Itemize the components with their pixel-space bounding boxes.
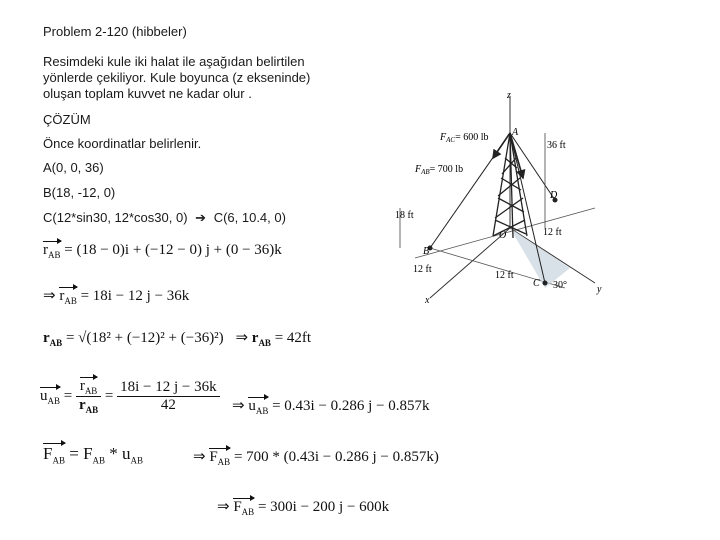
eq3-result: = 42ft — [274, 330, 312, 346]
fraction-numeric: $\frac{18i - 12 j - 36k}{42}$ — [117, 379, 220, 414]
eq4-result: = 0.43i − 0.286 j − 0.857k — [272, 398, 430, 414]
label-30deg: 30° — [553, 280, 567, 291]
equation-rab-components — [43, 242, 282, 260]
coord-c-result: C(6, 10.4, 0) — [213, 210, 286, 225]
implies-icon: ⇒ — [217, 499, 230, 515]
coord-c — [43, 209, 286, 226]
eq2-rhs: = 18i − 12 j − 36k — [80, 288, 190, 304]
label-o: O — [499, 230, 507, 241]
vector-r-ab: $r_{AB}$ — [43, 242, 61, 260]
vector-f-ab: $F_{AB}$ — [233, 499, 255, 517]
label-b: B — [423, 246, 430, 257]
label-d: D — [550, 190, 558, 201]
implies-icon: ⇒ — [193, 449, 206, 465]
solution-intro: Önce koordinatlar belirlenir. — [43, 136, 202, 151]
right-arrow-icon: ➔ — [195, 210, 207, 225]
x-axis — [430, 228, 510, 298]
eq3-rhs: = √(18² + (−12)² + (−36)²) — [65, 330, 224, 346]
eq5-rhs: = F — [69, 444, 93, 463]
magnitude-r-ab: $r_{AB}$ — [251, 330, 271, 348]
equation-force-sub — [193, 447, 439, 467]
eq6-rhs: = 700 * (0.43i − 0.286 j − 0.857k) — [233, 449, 439, 465]
equation-unit-vector: $u_{AB}$ = $\frac{r_{AB}}{r_{AB}}$ = $\frac{18i - 12 j - 36k}{42}$ — [40, 378, 220, 415]
coord-b: B(18, -12, 0) — [43, 185, 116, 200]
vector-r-ab: $r_{AB}$ — [59, 288, 77, 306]
label-12ft-b: 12 ft — [413, 264, 432, 275]
vector-f-ab: $F_{AB}$ — [209, 449, 231, 467]
solution-heading: ÇÖZÜM — [43, 112, 91, 127]
coord-c-expr: C(12*sin30, 12*cos30, 0) — [43, 210, 188, 225]
eq5-times: * u — [109, 444, 131, 463]
label-12ft-c: 12 ft — [495, 270, 514, 281]
label-z: z — [507, 90, 511, 101]
label-fac: $F_{AC}= 600$ lb — [440, 132, 489, 144]
point-c — [543, 281, 548, 286]
fraction-r-over-magnitude: $\frac{r_{AB}}{r_{AB}}$ — [76, 378, 101, 415]
vector-u-ab: $u_{AB}$ — [40, 387, 61, 406]
implies-icon: ⇒ — [232, 398, 245, 414]
tower-diagram — [395, 88, 610, 313]
implies-icon: ⇒ — [43, 288, 56, 304]
eq1-rhs: = (18 − 0)i + (−12 − 0) j + (0 − 36)k — [64, 242, 282, 258]
label-a: A — [512, 127, 519, 138]
label-18ft: 18 ft — [395, 210, 414, 221]
equation-force-def: $F_{AB} = F_{AB} * u_{AB}$ — [43, 444, 144, 466]
statement-line-1: Resimdeki kule iki halat ile aşağıdan belirtilen — [43, 54, 305, 69]
vector-f-ab: $F_{AB}$ — [43, 444, 65, 466]
label-12ft-a: 12 ft — [543, 227, 562, 238]
label-fab: $F_{AB}= 700$ lb — [415, 164, 464, 176]
label-x: x — [425, 295, 430, 306]
implies-icon: ⇒ — [235, 330, 249, 346]
problem-title: Problem 2-120 (hibbeler) — [43, 24, 187, 39]
equation-unit-vector-result — [232, 396, 430, 416]
equation-rab-simplified — [43, 286, 189, 306]
coord-a: A(0, 0, 36) — [43, 160, 104, 175]
magnitude-r-ab: $r_{AB}$ — [43, 330, 63, 348]
equation-force-result — [217, 497, 389, 517]
label-c: C — [533, 278, 540, 289]
label-36ft: 36 ft — [547, 140, 566, 151]
equation-rab-magnitude — [43, 328, 311, 348]
eq7-rhs: = 300i − 200 j − 600k — [257, 499, 390, 515]
statement-line-2: yönlerde çekiliyor. Kule boyunca (z ekseninde) — [43, 70, 311, 85]
vector-u-ab: $u_{AB}$ — [248, 398, 269, 416]
label-y: y — [597, 284, 602, 295]
statement-line-3: oluşan toplam kuvvet ne kadar olur . — [43, 86, 252, 101]
